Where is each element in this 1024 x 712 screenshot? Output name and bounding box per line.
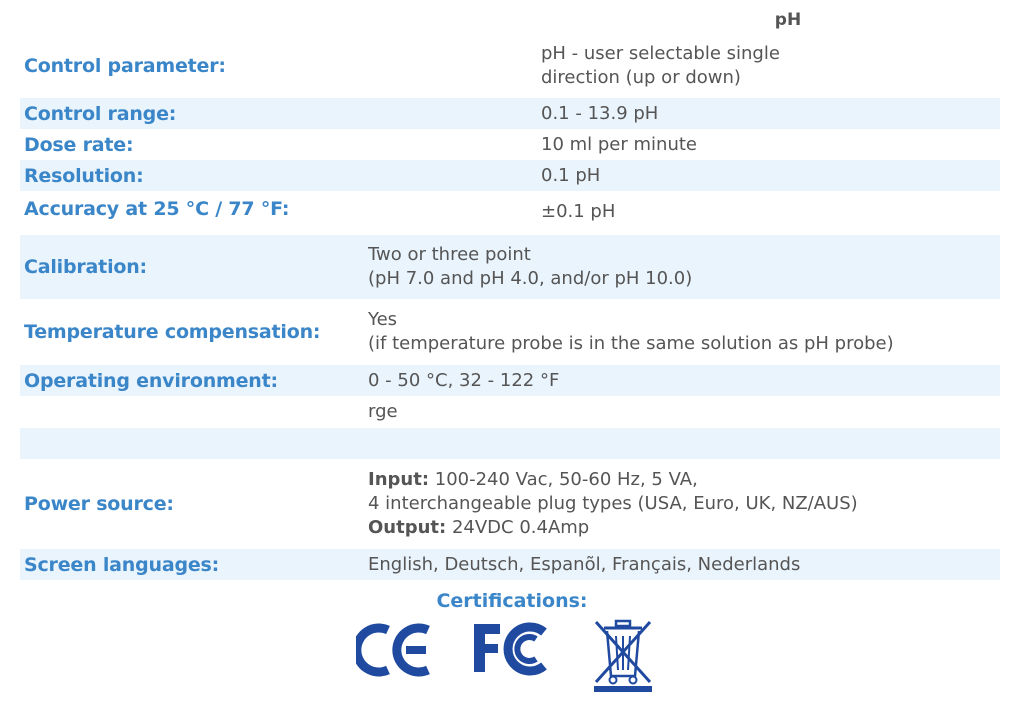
spec-row-blank-2 [20, 428, 1000, 459]
spec-row-blank-1 [20, 396, 1000, 428]
spec-row-operating-environment [20, 365, 1000, 396]
spec-row-control-range [20, 98, 1000, 129]
value-line-output: Output: 24VDC 0.4Amp [368, 517, 590, 538]
value-line: Yes [368, 309, 398, 330]
row-label: Operating environment: [24, 369, 278, 392]
row-label: Resolution: [24, 164, 144, 187]
value-line: direction (up or down) [541, 67, 741, 88]
value-line-input: Input: 100-240 Vac, 50-60 Hz, 5 VA, [368, 469, 698, 490]
spec-row-temperature-compensation [20, 299, 1000, 365]
spec-row-power-source [20, 459, 1000, 549]
spec-row-resolution [20, 160, 1000, 191]
row-label: Control parameter: [24, 55, 226, 77]
row-label: Accuracy at 25 °C / 77 °F: [24, 198, 290, 220]
row-value: 0.1 pH [541, 164, 601, 186]
spec-row-calibration [20, 235, 1000, 299]
row-label: Screen languages: [24, 553, 220, 576]
row-value: 0 - 50 °C, 32 - 122 °F [368, 369, 560, 391]
value-line: (if temperature probe is in the same solution as pH probe) [368, 333, 894, 354]
spec-row-screen-languages [20, 549, 1000, 580]
value-line-plugs: 4 interchangeable plug types (USA, Euro, UK, NZ/AUS) [368, 493, 858, 514]
spec-table [20, 0, 1000, 580]
value-line: Two or three point [368, 244, 531, 265]
column-title: pH [774, 10, 802, 30]
row-value: 10 ml per minute [541, 133, 697, 155]
row-value [541, 42, 780, 90]
row-value [368, 468, 858, 540]
spec-row-accuracy [20, 191, 1000, 235]
row-label: Temperature compensation: [24, 321, 321, 343]
row-value [368, 243, 692, 291]
spec-row-control-parameter [20, 34, 1000, 98]
value-line: pH - user selectable single [541, 43, 780, 64]
row-value: ±0.1 pH [541, 201, 616, 222]
row-label: Dose rate: [24, 133, 134, 156]
weee-bin-icon [590, 618, 656, 694]
value-line: (pH 7.0 and pH 4.0, and/or pH 10.0) [368, 268, 693, 289]
row-value: 0.1 - 13.9 pH [541, 102, 659, 124]
row-label: Power source: [24, 493, 174, 515]
row-value: rge [368, 401, 398, 422]
certifications-title: Certifications: [436, 590, 588, 612]
row-value [368, 308, 894, 356]
row-label: Calibration: [24, 256, 147, 278]
spec-row-dose-rate [20, 129, 1000, 160]
row-label: Control range: [24, 102, 177, 125]
fcc-logo-icon [470, 622, 550, 676]
row-value: English, Deutsch, Espanõl, Français, Nederlands [368, 553, 801, 575]
ce-mark-icon [356, 622, 432, 678]
spec-header [20, 0, 1000, 34]
